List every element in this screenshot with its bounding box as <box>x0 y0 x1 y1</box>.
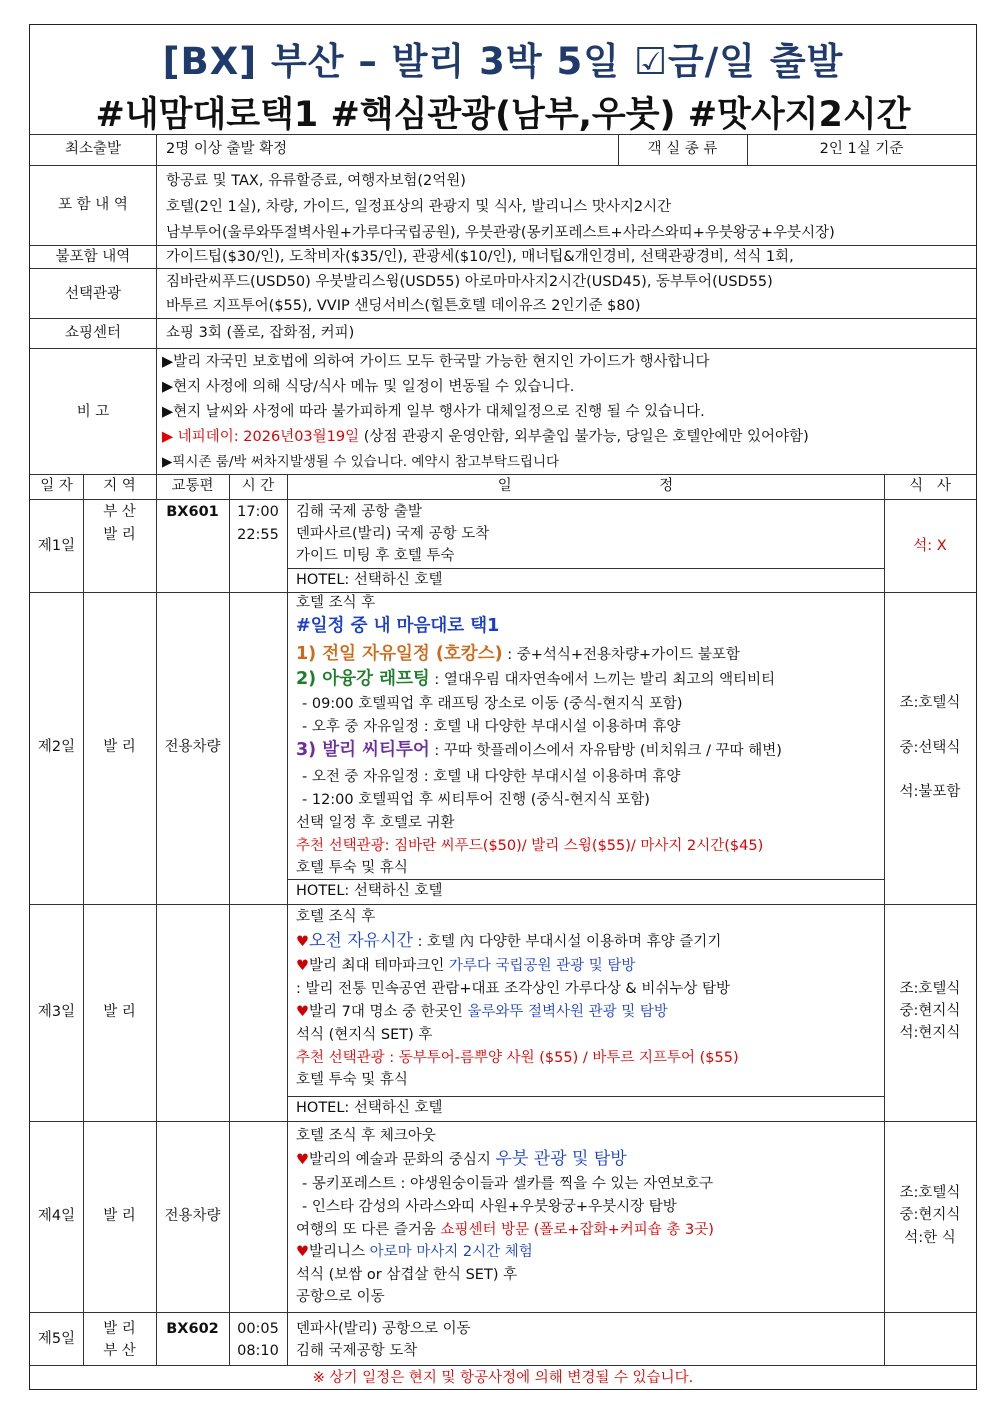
day2-line: - 12:00 호텔픽업 후 씨티투어 진행 (중식-현지식 포함) <box>302 792 650 808</box>
excluded-label: 불포함 내역 <box>55 249 131 265</box>
day1-time: 17:00 <box>237 504 279 520</box>
day2-hotel: HOTEL: 선택하신 호텔 <box>296 883 443 899</box>
day4-massage <box>296 1242 533 1262</box>
day2-line: 호텔 투숙 및 휴식 <box>296 860 408 876</box>
col-schedule: 일 정 <box>497 478 674 494</box>
day1-region: 부 산 <box>103 504 136 520</box>
remarks-label: 비 고 <box>76 404 110 420</box>
min-departure-value: 2명 이상 출발 확정 <box>166 141 288 157</box>
day3-line: 호텔 조식 후 <box>296 909 376 925</box>
free-time-title: 오전 자유시간 <box>309 931 413 951</box>
col-day: 일 자 <box>40 478 73 494</box>
day5-time: 08:10 <box>237 1343 279 1359</box>
massage-prefix: 발리니스 <box>309 1244 370 1260</box>
day3-hotel: HOTEL: 선택하신 호텔 <box>296 1100 443 1116</box>
day1-line: 덴파사르(발리) 국제 공항 도착 <box>296 526 490 542</box>
day4-line: 호텔 조식 후 체크아웃 <box>296 1128 436 1144</box>
day4-meal: 석:한 식 <box>904 1230 956 1246</box>
day3-label: 제3일 <box>37 1004 76 1020</box>
remark-line: ▶현지 날씨와 사정에 따라 불가피하게 일부 행사가 대체일정으로 진행 될 수 있습니다. <box>162 404 705 420</box>
day5-time: 00:05 <box>237 1321 279 1337</box>
optional-tour-line: 바투르 지프투어($55), VVIP 샌딩서비스(힐튼호텔 데이유즈 2인기준 $80) <box>166 298 641 314</box>
day3-meal: 조:호텔식 <box>899 981 961 997</box>
day4-line: - 몽키포레스트 : 야생원숭이들과 셀카를 찍을 수 있는 자연보호구 <box>302 1176 714 1192</box>
option2-desc: : 열대우림 대자연속에서 느끼는 발리 최고의 액티비티 <box>429 672 776 688</box>
day4-line: 공항으로 이동 <box>296 1289 385 1305</box>
min-departure-label: 최소출발 <box>64 141 122 157</box>
garuda-highlight: 가루다 국립공원 관광 및 탐방 <box>448 958 636 974</box>
day2-meal: 조:호텔식 <box>899 695 961 711</box>
ubud-prefix: 발리의 예술과 문화의 중심지 <box>309 1152 496 1168</box>
day1-line: 가이드 미팅 후 호텔 투숙 <box>296 548 455 564</box>
day2-line: - 오전 중 자유일정 : 호텔 내 다양한 부대시설 이용하며 휴양 <box>302 769 681 785</box>
remark-line: ▶발리 자국민 보호법에 의하여 가이드 모두 한국말 가능한 현지인 가이드가 행사합니다 <box>162 354 710 370</box>
day2-line: 호텔 조식 후 <box>296 595 376 611</box>
uluwatu-highlight: 울루와뚜 절벽사원 관광 및 탐방 <box>467 1004 668 1020</box>
day2-label: 제2일 <box>37 739 76 755</box>
col-region: 지 역 <box>103 478 136 494</box>
shopping-value: 쇼핑 3회 (폴로, 잡화점, 커피) <box>166 325 355 341</box>
day3-meal: 중:현지식 <box>899 1003 961 1019</box>
day5-line: 덴파사(발리) 공항으로 이동 <box>296 1321 471 1337</box>
day1-meal: 석: X <box>913 538 947 554</box>
day2-option2 <box>296 669 775 690</box>
day5-flight: BX602 <box>166 1321 219 1337</box>
option3-title: 3) 발리 씨티투어 <box>296 740 430 760</box>
day3-free-time <box>296 931 721 952</box>
heart-icon: ♥ <box>296 934 309 950</box>
day4-shopping <box>296 1220 714 1240</box>
day2-transport: 전용차량 <box>164 739 221 755</box>
day1-flight: BX601 <box>166 504 219 520</box>
day4-line: - 인스타 감성의 사라스와띠 사원+우붓왕궁+우붓시장 탐방 <box>302 1199 677 1215</box>
uluwatu-prefix: 발리 7대 명소 중 한곳인 <box>309 1004 468 1020</box>
option1-desc: : 중+석식+전용차량+가이드 불포함 <box>502 647 740 663</box>
heart-icon: ♥ <box>296 1244 309 1260</box>
day1-line: 김해 국제 공항 출발 <box>296 504 422 520</box>
included-line: 남부투어(울루와뚜절벽사원+가루다국립공원), 우붓관광(몽키포레스트+사라스와띠+우붓왕궁+우붓시장) <box>166 225 835 241</box>
day2-line: 선택 일정 후 호텔로 귀환 <box>296 815 455 831</box>
day3-meal: 석:현지식 <box>899 1025 961 1041</box>
shopping-label: 쇼핑센터 <box>64 325 122 341</box>
title-route: [BX] 부산 – 발리 3박 5일 ☑금/일 출발 <box>162 40 844 83</box>
footer-notice: ※ 상기 일정은 현지 및 항공사정에 의해 변경될 수 있습니다. <box>312 1370 694 1386</box>
remark-line: ▶현지 사정에 의해 식당/식사 메뉴 및 일정이 변동될 수 있습니다. <box>162 379 575 395</box>
day4-ubud <box>296 1149 627 1170</box>
heart-icon: ♥ <box>296 958 309 974</box>
title-hashtags: #내맘대로택1 #핵심관광(남부,우붓) #맛사지2시간 <box>95 95 911 135</box>
day5-line: 김해 국제공항 도착 <box>296 1343 418 1359</box>
day1-time: 22:55 <box>237 527 279 543</box>
nyepi-date: 네피데이: 2026년03월19일 <box>173 429 360 445</box>
included-line: 호텔(2인 1실), 차량, 가이드, 일정표상의 관광지 및 식사, 발리니스 맛사지2시간 <box>166 199 672 215</box>
day3-line: : 발리 전통 민속공연 관람+대표 조각상인 가루다상 & 비쉬누상 탐방 <box>296 981 731 997</box>
shopping-highlight: 쇼핑센터 방문 (폴로+잡화+커피숍 총 3곳) <box>440 1222 714 1238</box>
day4-region: 발 리 <box>103 1208 136 1224</box>
day2-meal: 석:불포함 <box>899 784 961 800</box>
optional-tour-line: 짐바란씨푸드(USD50) 우붓발리스윙(USD55) 아로마마사지2시간(USD45), 동부투어(USD55) <box>166 274 773 290</box>
day1-label: 제1일 <box>37 538 76 554</box>
day4-line: 석식 (보쌈 or 삼겹살 한식 SET) 후 <box>296 1267 518 1283</box>
nyepi-marker: ▶ <box>162 429 174 445</box>
day2-option1 <box>296 644 740 665</box>
heart-icon: ♥ <box>296 1004 309 1020</box>
day3-region: 발 리 <box>103 1004 136 1020</box>
shopping-prefix: 여행의 또 다른 즐거움 <box>296 1222 441 1238</box>
day5-label: 제5일 <box>37 1331 76 1347</box>
day3-garuda <box>296 956 635 976</box>
day5-region: 부 산 <box>103 1343 136 1359</box>
excluded-value: 가이드팁($30/인), 도착비자($35/인), 관광세($10/인), 매너팁&개인경비, 선택관광경비, 석식 1회, <box>166 249 794 265</box>
day3-recommended: 추천 선택관광 : 동부투어-름뿌양 사원 ($55) / 바투르 지프투어 ($55) <box>296 1050 739 1066</box>
heart-icon: ♥ <box>296 1152 309 1168</box>
day3-line: 석식 (현지식 SET) 후 <box>296 1027 433 1043</box>
day2-line: - 09:00 호텔픽업 후 래프팅 장소로 이동 (중식-현지식 포함) <box>302 696 683 712</box>
col-transport: 교통편 <box>171 478 214 494</box>
nyepi-detail: (상점 관광지 운영안함, 외부출입 불가능, 당일은 호텔안에만 있어야함) <box>359 429 809 445</box>
room-type-value: 2인 1실 기준 <box>819 141 904 157</box>
option2-title: 2) 아융강 래프팅 <box>296 669 430 689</box>
option3-desc: : 꾸따 핫플레이스에서 자유탐방 (비치워크 / 꾸따 해변) <box>429 743 782 759</box>
col-time: 시 간 <box>241 478 275 494</box>
day3-line: 호텔 투숙 및 휴식 <box>296 1072 408 1088</box>
remark-nyepi <box>162 427 809 447</box>
massage-highlight: 아로마 마사지 2시간 체험 <box>369 1244 533 1260</box>
itinerary-sheet <box>29 24 977 1390</box>
day4-meal: 중:현지식 <box>899 1207 961 1223</box>
free-time-desc: : 호텔 內 다양한 부대시설 이용하며 휴양 즐기기 <box>412 934 722 950</box>
day4-meal: 조:호텔식 <box>899 1185 961 1201</box>
garuda-prefix: 발리 최대 테마파크인 <box>309 958 449 974</box>
included-line: 항공료 및 TAX, 유류할증료, 여행자보험(2억원) <box>166 173 466 189</box>
day4-label: 제4일 <box>37 1208 76 1224</box>
remark-line: ▶픽시존 룸/박 써차지발생될 수 있습니다. 예약시 참고부탁드립니다 <box>162 454 560 470</box>
day3-uluwatu <box>296 1002 668 1022</box>
day2-option3 <box>296 740 782 761</box>
day2-recommended: 추천 선택관광: 짐바란 씨푸드($50)/ 발리 스윙($55)/ 마사지 2시간($45) <box>296 838 764 854</box>
day2-pick-heading: #일정 중 내 마음대로 택1 <box>296 616 500 636</box>
day2-region: 발 리 <box>103 739 136 755</box>
day2-meal: 중:선택식 <box>899 740 961 756</box>
day1-hotel: HOTEL: 선택하신 호텔 <box>296 572 443 588</box>
day5-region: 발 리 <box>103 1321 136 1337</box>
day1-region: 발 리 <box>103 527 136 543</box>
col-meal: 식 사 <box>909 478 951 494</box>
included-label: 포 함 내 역 <box>58 197 128 213</box>
day4-transport: 전용차량 <box>164 1208 221 1224</box>
option1-title: 1) 전일 자유일정 (호캉스) <box>296 644 503 664</box>
day2-line: - 오후 중 자유일정 : 호텔 내 다양한 부대시설 이용하며 휴양 <box>302 719 681 735</box>
room-type-label: 객 실 종 류 <box>647 141 718 157</box>
ubud-highlight: 우붓 관광 및 탐방 <box>495 1149 627 1169</box>
optional-tour-label: 선택관광 <box>64 286 122 302</box>
